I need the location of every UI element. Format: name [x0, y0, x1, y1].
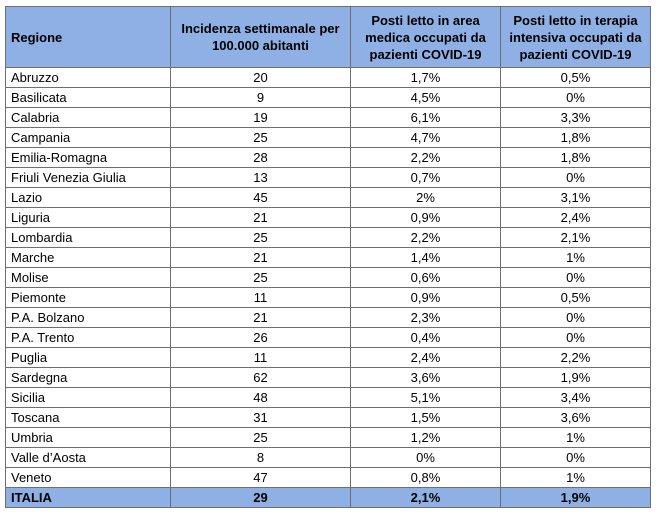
medical-beds-cell: 4,7% [351, 128, 501, 148]
table-row [6, 408, 651, 428]
table-row [6, 68, 651, 88]
medical-beds-cell: 2% [351, 188, 501, 208]
region-cell: Sicilia [6, 388, 171, 408]
table-row [6, 288, 651, 308]
table-header [6, 7, 651, 68]
covid-regional-table [5, 6, 651, 508]
table-row [6, 428, 651, 448]
icu-beds-cell: 0% [501, 268, 651, 288]
medical-beds-cell: 2,4% [351, 348, 501, 368]
medical-beds-cell: 1,2% [351, 428, 501, 448]
total-weekly-incidence-cell: 29 [171, 488, 351, 508]
medical-beds-cell: 1,7% [351, 68, 501, 88]
table-row [6, 268, 651, 288]
table-row [6, 308, 651, 328]
region-cell: P.A. Trento [6, 328, 171, 348]
weekly-incidence-cell: 25 [171, 228, 351, 248]
region-cell: Veneto [6, 468, 171, 488]
weekly-incidence-cell: 21 [171, 208, 351, 228]
region-cell: Piemonte [6, 288, 171, 308]
covid-regional-table-container [5, 6, 651, 508]
weekly-incidence-cell: 62 [171, 368, 351, 388]
weekly-incidence-cell: 21 [171, 308, 351, 328]
medical-beds-cell: 6,1% [351, 108, 501, 128]
region-cell: Lazio [6, 188, 171, 208]
total-row [6, 488, 651, 508]
total-region-cell: ITALIA [6, 488, 171, 508]
icu-beds-cell: 3,4% [501, 388, 651, 408]
region-cell: Molise [6, 268, 171, 288]
region-cell: Basilicata [6, 88, 171, 108]
table-row [6, 208, 651, 228]
icu-beds-cell: 3,3% [501, 108, 651, 128]
weekly-incidence-cell: 20 [171, 68, 351, 88]
weekly-incidence-cell: 26 [171, 328, 351, 348]
table-row [6, 128, 651, 148]
table-row [6, 368, 651, 388]
region-cell: Umbria [6, 428, 171, 448]
region-cell: Puglia [6, 348, 171, 368]
region-cell: Friuli Venezia Giulia [6, 168, 171, 188]
table-row [6, 348, 651, 368]
total-medical-beds-cell: 2,1% [351, 488, 501, 508]
icu-beds-cell: 2,2% [501, 348, 651, 368]
region-cell: P.A. Bolzano [6, 308, 171, 328]
icu-beds-cell: 1,8% [501, 128, 651, 148]
medical-beds-cell: 0,8% [351, 468, 501, 488]
medical-beds-cell: 3,6% [351, 368, 501, 388]
medical-beds-cell: 2,2% [351, 148, 501, 168]
weekly-incidence-cell: 9 [171, 88, 351, 108]
medical-beds-cell: 0,9% [351, 208, 501, 228]
icu-beds-cell: 0% [501, 168, 651, 188]
medical-beds-cell: 0,4% [351, 328, 501, 348]
medical-beds-cell: 0,9% [351, 288, 501, 308]
region-cell: Lombardia [6, 228, 171, 248]
icu-beds-cell: 3,1% [501, 188, 651, 208]
total-icu-beds-cell: 1,9% [501, 488, 651, 508]
header-medical-beds: Posti letto in area medica occupati da pazienti COVID-19 [351, 7, 501, 68]
table-row [6, 228, 651, 248]
table-row [6, 148, 651, 168]
icu-beds-cell: 0,5% [501, 68, 651, 88]
icu-beds-cell: 1,9% [501, 368, 651, 388]
table-row [6, 108, 651, 128]
region-cell: Liguria [6, 208, 171, 228]
icu-beds-cell: 2,4% [501, 208, 651, 228]
header-region: Regione [6, 7, 171, 68]
region-cell: Calabria [6, 108, 171, 128]
table-body [6, 68, 651, 508]
medical-beds-cell: 2,3% [351, 308, 501, 328]
weekly-incidence-cell: 21 [171, 248, 351, 268]
header-weekly-incidence: Incidenza settimanale per 100.000 abitanti [171, 7, 351, 68]
medical-beds-cell: 1,4% [351, 248, 501, 268]
table-row [6, 88, 651, 108]
weekly-incidence-cell: 25 [171, 268, 351, 288]
region-cell: Abruzzo [6, 68, 171, 88]
weekly-incidence-cell: 11 [171, 288, 351, 308]
weekly-incidence-cell: 11 [171, 348, 351, 368]
icu-beds-cell: 0% [501, 448, 651, 468]
weekly-incidence-cell: 31 [171, 408, 351, 428]
medical-beds-cell: 4,5% [351, 88, 501, 108]
icu-beds-cell: 0% [501, 308, 651, 328]
medical-beds-cell: 1,5% [351, 408, 501, 428]
header-row [6, 7, 651, 68]
icu-beds-cell: 1% [501, 248, 651, 268]
weekly-incidence-cell: 13 [171, 168, 351, 188]
medical-beds-cell: 2,2% [351, 228, 501, 248]
region-cell: Sardegna [6, 368, 171, 388]
icu-beds-cell: 1,8% [501, 148, 651, 168]
icu-beds-cell: 3,6% [501, 408, 651, 428]
weekly-incidence-cell: 25 [171, 428, 351, 448]
table-row [6, 248, 651, 268]
icu-beds-cell: 0% [501, 328, 651, 348]
weekly-incidence-cell: 8 [171, 448, 351, 468]
icu-beds-cell: 1% [501, 428, 651, 448]
table-row [6, 388, 651, 408]
region-cell: Emilia-Romagna [6, 148, 171, 168]
table-row [6, 188, 651, 208]
weekly-incidence-cell: 47 [171, 468, 351, 488]
medical-beds-cell: 0,7% [351, 168, 501, 188]
icu-beds-cell: 0% [501, 88, 651, 108]
region-cell: Toscana [6, 408, 171, 428]
region-cell: Valle d’Aosta [6, 448, 171, 468]
region-cell: Marche [6, 248, 171, 268]
weekly-incidence-cell: 45 [171, 188, 351, 208]
header-icu-beds: Posti letto in terapia intensiva occupati da pazienti COVID-19 [501, 7, 651, 68]
table-row [6, 468, 651, 488]
weekly-incidence-cell: 28 [171, 148, 351, 168]
icu-beds-cell: 0,5% [501, 288, 651, 308]
table-row [6, 448, 651, 468]
table-row [6, 168, 651, 188]
icu-beds-cell: 1% [501, 468, 651, 488]
weekly-incidence-cell: 48 [171, 388, 351, 408]
medical-beds-cell: 5,1% [351, 388, 501, 408]
region-cell: Campania [6, 128, 171, 148]
medical-beds-cell: 0% [351, 448, 501, 468]
icu-beds-cell: 2,1% [501, 228, 651, 248]
medical-beds-cell: 0,6% [351, 268, 501, 288]
table-row [6, 328, 651, 348]
weekly-incidence-cell: 25 [171, 128, 351, 148]
weekly-incidence-cell: 19 [171, 108, 351, 128]
